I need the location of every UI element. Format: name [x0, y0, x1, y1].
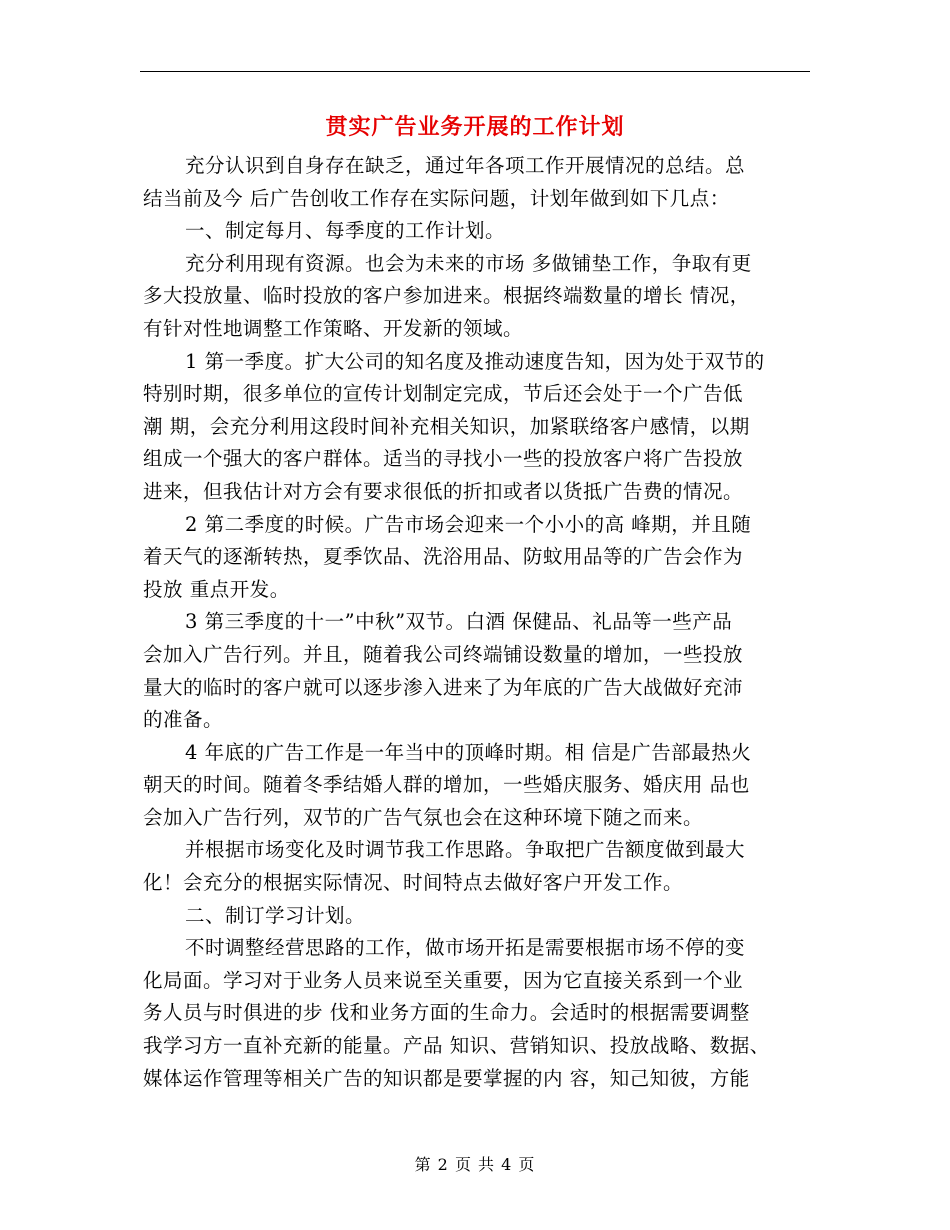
text-line: 并根据市场变化及时调节我工作思路。争取把广告额度做到最大 [185, 838, 746, 862]
text-line: 1 第一季度。扩大公司的知名度及推动速度告知，因为处于双节的 [185, 349, 765, 373]
text-line: 不时调整经营思路的工作，做市场开拓是需要根据市场不停的变 [185, 936, 746, 960]
text-line: 有针对性地调整工作策略、开发新的领域。 [143, 316, 524, 340]
text-line: 组成一个强大的客户群体。适当的寻找小一些的投放客户将广告投放 [143, 447, 744, 471]
page-number: 第 2 页 共 4 页 [414, 1155, 536, 1174]
text-line: 会加入广告行列，双节的广告气氛也会在这种环境下随之而来。 [143, 805, 704, 829]
text-line: 我学习方一直补充新的能量。产品 知识、营销知识、投放战略、数据、 [143, 1034, 770, 1058]
text-line: 投放 重点开发。 [143, 577, 290, 601]
text-line: 结当前及今 后广告创收工作存在实际问题，计划年做到如下几点： [143, 186, 730, 210]
document-title: 贯实广告业务开展的工作计划 [325, 114, 625, 140]
document-body [143, 150, 813, 1095]
text-line: 二、制订学习计划。 [185, 903, 366, 927]
text-line: 量大的临时的客户就可以逐步渗入进来了为年底的广告大战做好充沛 [143, 675, 744, 699]
text-line: 进来，但我估计对方会有要求很低的折扣或者以货抵广告费的情况。 [143, 479, 744, 503]
text-line: 潮 期，会充分利用这段时间补充相关知识，加紧联络客户感情，以期 [143, 414, 750, 438]
text-line: 着天气的逐渐转热，夏季饮品、洗浴用品、防蚊用品等的广告会作为 [143, 545, 744, 569]
text-line: 化局面。学习对于业务人员来说至关重要，因为它直接关系到一个业 [143, 968, 744, 992]
text-line: 4 年底的广告工作是一年当中的顶峰时期。相 信是广告部最热火 [185, 740, 752, 764]
text-line: 一、制定每月、每季度的工作计划。 [185, 219, 506, 243]
text-line: 充分认识到自身存在缺乏，通过年各项工作开展情况的总结。总 [185, 154, 746, 177]
text-line: 2 第二季度的时候。广告市场会迎来一个小小的高 峰期，并且随 [185, 512, 752, 536]
text-line: 特别时期，很多单位的宣传计划制定完成，节后还会处于一个广告低 [143, 382, 744, 406]
text-line: 化！会充分的根据实际情况、时间特点去做好客户开发工作。 [143, 871, 684, 895]
text-line: 务人员与时俱进的步 伐和业务方面的生命力。会适时的根据需要调整 [143, 1001, 750, 1025]
text-line: 媒体运作管理等相关广告的知识都是要掌握的内 容，知己知彼，方能 [143, 1066, 750, 1090]
text-line: 充分利用现有资源。也会为未来的市场 多做铺垫工作，争取有更 [185, 251, 752, 275]
text-line: 会加入广告行列。并且，随着我公司终端铺设数量的增加，一些投放 [143, 642, 744, 666]
text-line: 朝天的时间。随着冬季结婚人群的增加，一些婚庆服务、婚庆用 品也 [143, 773, 750, 797]
text-line: 的准备。 [143, 708, 224, 732]
text-line: 3 第三季度的十一”中秋”双节。白酒 保健品、礼品等一些产品 [185, 610, 733, 634]
text-line: 多大投放量、临时投放的客户参加进来。根据终端数量的增长 情况， [143, 284, 750, 308]
header-rule [140, 71, 810, 72]
